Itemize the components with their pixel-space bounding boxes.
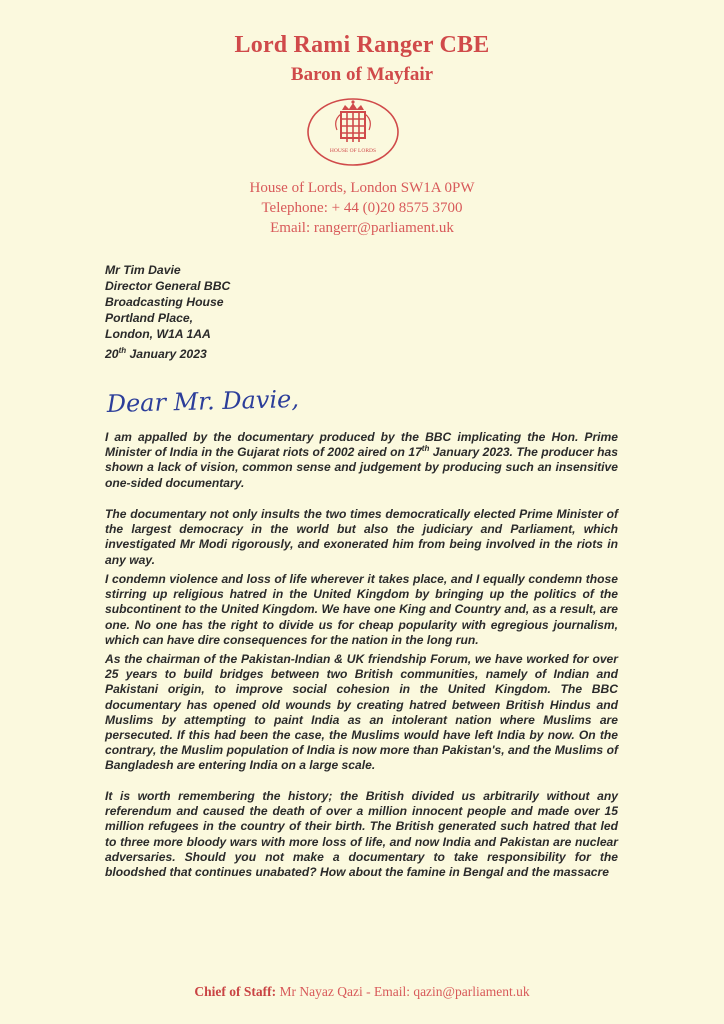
paragraph-text: January 2023. The producer has shown a lack of vision, common sense and judgement by producing such an insensitive one-sided documentary.	[105, 445, 618, 490]
svg-text:Dear Mr. Davie,: Dear Mr. Davie,	[106, 384, 300, 418]
body-paragraph	[105, 430, 618, 491]
date-day: 20	[105, 347, 119, 362]
footer-text: Mr Nayaz Qazi - Email: qazin@parliament.uk	[276, 984, 530, 999]
recipient-name: Mr Tim Davie	[105, 263, 181, 277]
paragraph-text: I am appalled by the documentary produced by the BBC implicating the Hon. Prime Minister of India in the Gujarat riots of 2002 aired on 17	[105, 430, 618, 460]
house-of-lords-crest-icon	[305, 96, 401, 168]
date-suffix: th	[118, 346, 127, 355]
recipient-address-line: London, W1A 1AA	[105, 327, 211, 341]
email-line: Email: rangerr@parliament.uk	[270, 220, 454, 236]
telephone-line: Telephone: + 44 (0)20 8575 3700	[261, 200, 463, 216]
body-paragraph: It is worth remembering the history; the British divided us arbitrarily without any referendum and caused the death of over a million innocent people and made over 15 million refugees in the country of their birth. The British generated such hatred that led to three more bloody wars with more loss of life, and now India and Pakistan are nuclear adversaries. Should you not make a documentary to take responsibility for the bloodshed that continues unabated? How about the famine in Bengal and the massacre	[105, 789, 618, 880]
svg-text:HOUSE OF LORDS: HOUSE OF LORDS	[329, 148, 377, 154]
recipient-address-line: Broadcasting House	[105, 295, 224, 309]
body-paragraph: The documentary not only insults the two times democratically elected Prime Minister of the largest democracy in the world but also the judiciary and Parliament, which investigated Mr Modi rigorously, and exonerated him from being involved in the riots in any way.	[105, 507, 618, 567]
handwritten-salutation	[105, 380, 405, 430]
footer-label: Chief of Staff:	[194, 984, 277, 999]
date-rest: January 2023	[126, 347, 207, 362]
body-paragraph: I condemn violence and loss of life wherever it takes place, and I equally condemn those stirring up religious hatred in the United Kingdom by bringing up the politics of the subcontinent to the United Kingdom. We have one King and Country and, as a result, are one. No one has the right to divide us for cheap popularity with egregious journalism, which can have dire consequences for the nation in the long run.	[105, 572, 618, 647]
body-paragraph: As the chairman of the Pakistan-Indian & UK friendship Forum, we have worked for over 25 years to build bridges between two British communities, namely of Indian and Pakistani origin, to improve social cohesion in the United Kingdom. The BBC documentary has opened old wounds by creating hatred between British Hindus and Muslims by attempting to paint India as an intolerant nation where Muslims are persecuted. If this had been the case, the Muslims would have left India by now. On the contrary, the Muslim population of India is now more than Pakistan's, and the Muslims of Bangladesh are entering India on a large scale.	[105, 652, 618, 773]
footer-contact	[0, 984, 724, 1000]
sender-name: Lord Rami Ranger CBE	[234, 32, 490, 58]
recipient-address-line: Portland Place,	[105, 311, 194, 325]
letter-date	[105, 346, 207, 361]
ordinal-suffix: th	[421, 444, 430, 454]
address-line: House of Lords, London SW1A 0PW	[249, 180, 475, 196]
recipient-position: Director General BBC	[105, 279, 231, 293]
sender-title: Baron of Mayfair	[290, 64, 434, 85]
